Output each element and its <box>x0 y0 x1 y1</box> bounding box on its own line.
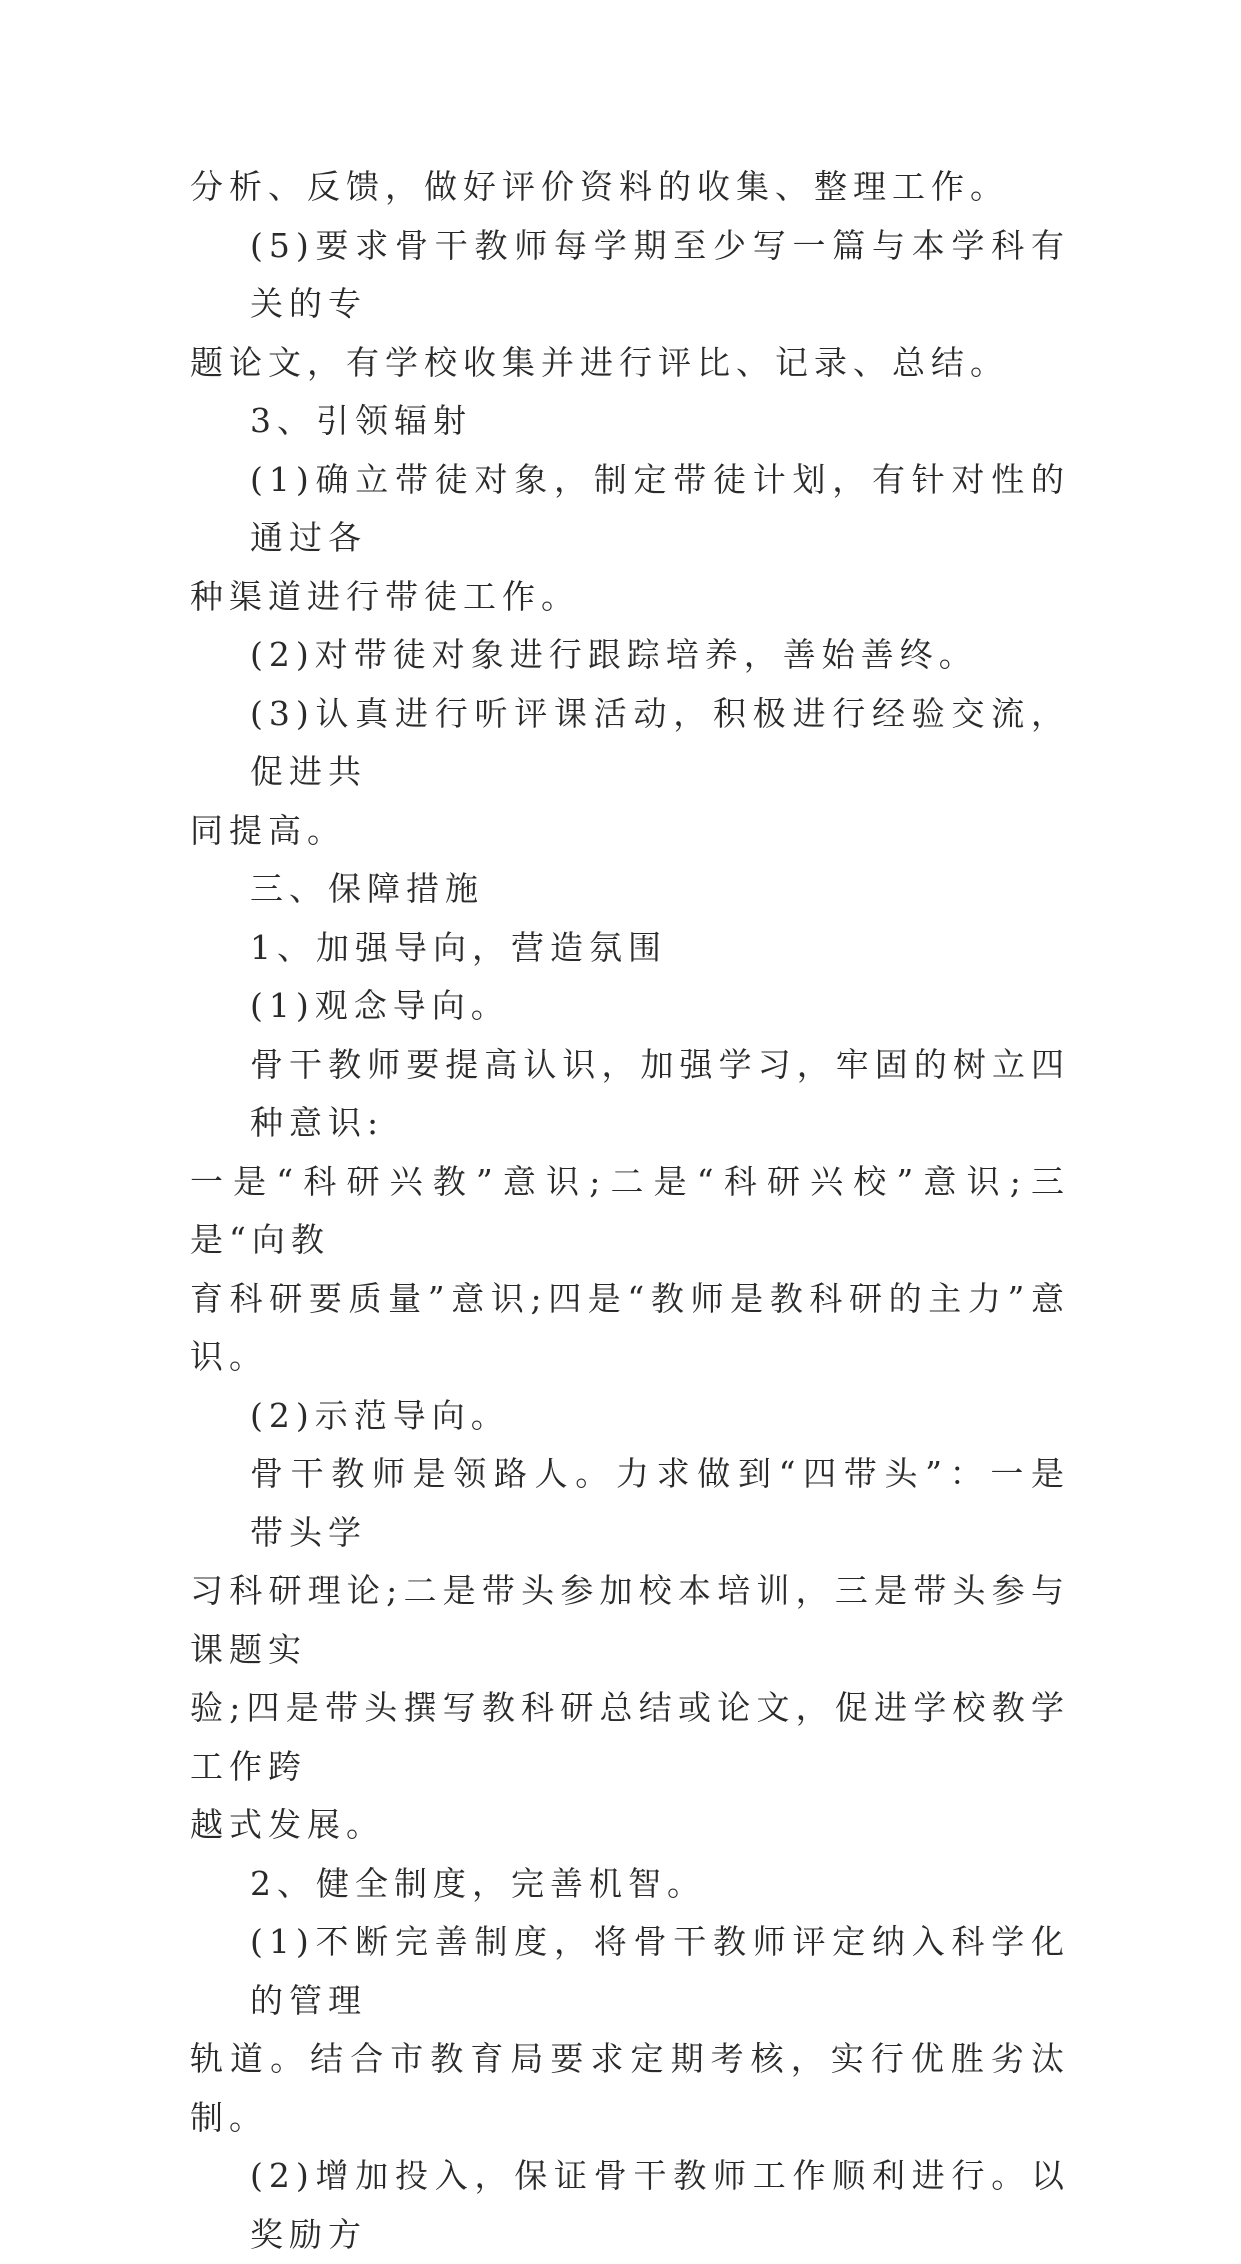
paragraph <box>190 392 1070 451</box>
text-line: 3、引领辐射 <box>250 401 472 440</box>
text-line: 种渠道进行带徒工作。 <box>190 576 580 616</box>
paragraph <box>190 1387 1070 1446</box>
paragraph <box>190 626 1070 685</box>
paragraph <box>190 158 1070 217</box>
text-line: (2)示范导向。 <box>250 1395 510 1435</box>
text-line: 习科研理论;二是带头参加校本培训，三是带头参与课题实 <box>190 1571 1070 1669</box>
text-line: 育科研要质量”意识;四是“教师是教科研的主力”意识。 <box>190 1278 1070 1376</box>
text-line: 分析、反馈，做好评价资料的收集、整理工作。 <box>190 167 1009 206</box>
paragraph <box>190 217 1070 393</box>
text-line: (3)认真进行听评课活动，积极进行经验交流，促进共 <box>250 693 1070 791</box>
text-line: (5)要求骨干教师每学期至少写一篇与本学科有关的专 <box>250 225 1070 323</box>
paragraph <box>190 2147 1070 2264</box>
text-line: 2、健全制度，完善机智。 <box>250 1863 706 1903</box>
text-line: (1)不断完善制度，将骨干教师评定纳入科学化的管理 <box>250 1922 1070 2020</box>
paragraph <box>190 1036 1070 1387</box>
text-line: 一是“科研兴教”意识;二是“科研兴校”意识;三是“向教 <box>190 1161 1070 1259</box>
text-line: 越式发展。 <box>190 1805 385 1844</box>
text-line: (1)观念导向。 <box>250 986 510 1025</box>
paragraph <box>190 977 1070 1036</box>
text-line: (2)增加投入，保证骨干教师工作顺利进行。以奖励方 <box>250 2156 1070 2254</box>
text-line: 轨道。结合市教育局要求定期考核，实行优胜劣汰制。 <box>190 2039 1070 2137</box>
paragraph <box>190 451 1070 627</box>
text-line: 1、加强导向，营造氛围 <box>250 927 667 967</box>
paragraph <box>190 1855 1070 1914</box>
document-body <box>190 158 1070 2264</box>
text-line: 验;四是带头撰写教科研总结或论文，促进学校教学工作跨 <box>190 1688 1070 1786</box>
text-line: 三、保障措施 <box>250 869 484 908</box>
text-line: 题论文，有学校收集并进行评比、记录、总结。 <box>190 342 1009 382</box>
paragraph <box>190 860 1070 919</box>
paragraph <box>190 685 1070 861</box>
text-line: 骨干教师是领路人。力求做到“四带头”：一是带头学 <box>250 1454 1070 1552</box>
paragraph <box>190 1445 1070 1855</box>
text-line: 骨干教师要提高认识，加强学习，牢固的树立四种意识: <box>250 1044 1070 1142</box>
text-line: 同提高。 <box>190 810 346 850</box>
text-line: (2)对带徒对象进行跟踪培养，善始善终。 <box>250 635 978 674</box>
paragraph <box>190 919 1070 978</box>
text-line: (1)确立带徒对象，制定带徒计划，有针对性的通过各 <box>250 459 1070 557</box>
paragraph <box>190 1913 1070 2147</box>
